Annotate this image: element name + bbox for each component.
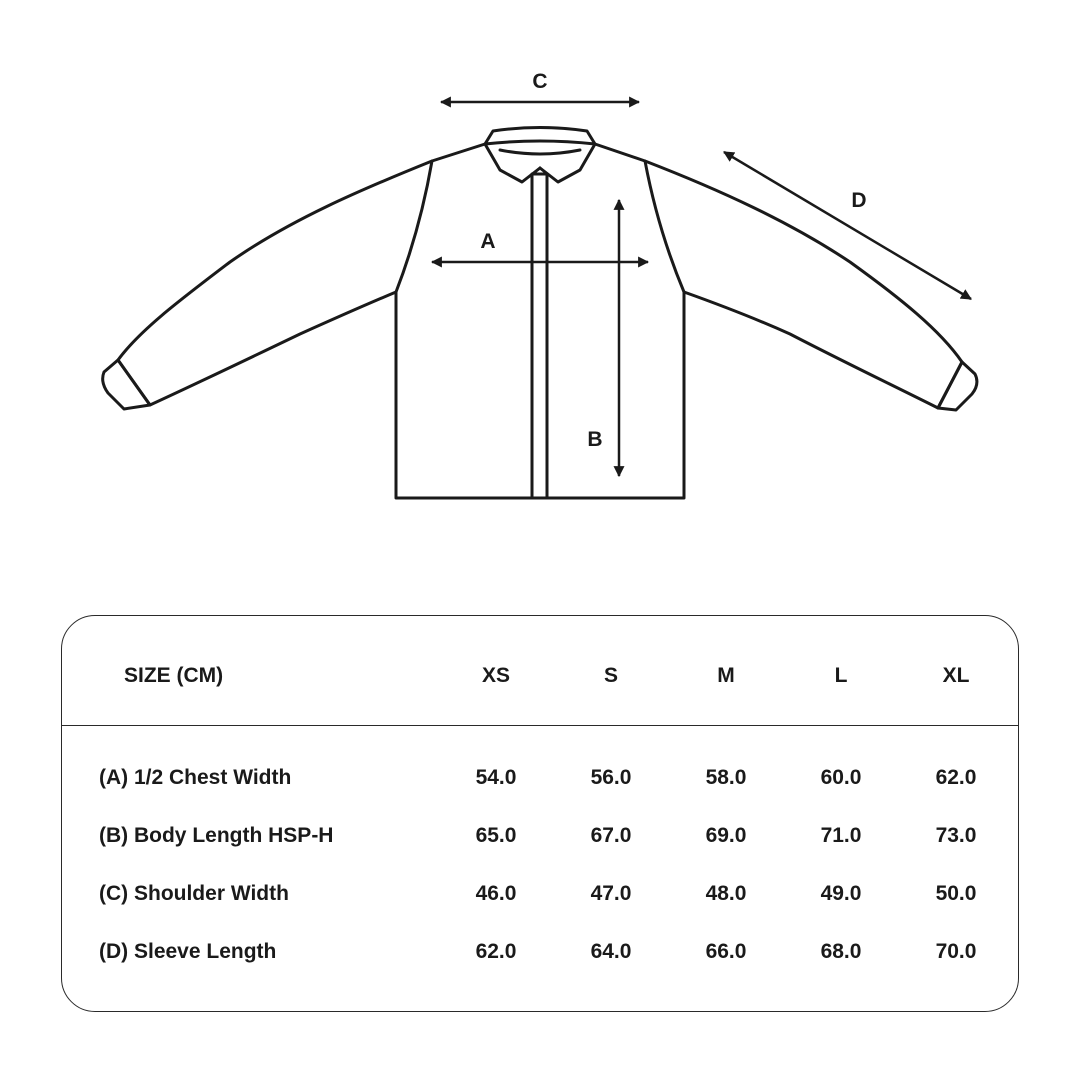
table-cell: 69.0: [705, 824, 747, 847]
table-cell: 73.0: [935, 824, 977, 847]
label-d: D: [851, 189, 867, 212]
table-cell: 56.0: [590, 766, 632, 789]
right-cuff: [938, 362, 977, 410]
measure-arrows: [432, 102, 971, 476]
table-cell: 54.0: [475, 766, 517, 789]
placket: [532, 174, 547, 498]
jacket-outline: [103, 128, 977, 499]
label-b: B: [587, 428, 603, 451]
row-label-body-length: (B) Body Length HSP-H: [99, 824, 334, 847]
table-header: [62, 616, 1018, 726]
table-cell: 48.0: [705, 882, 747, 905]
arrow-d: [724, 152, 971, 299]
size-table: [61, 615, 1019, 1012]
size-col-s: S: [603, 664, 618, 687]
table-cell: 64.0: [590, 940, 632, 963]
row-label-chest: (A) 1/2 Chest Width: [99, 766, 292, 789]
table-cell: 60.0: [820, 766, 862, 789]
table-cell: 65.0: [475, 824, 517, 847]
table-cell: 58.0: [705, 766, 747, 789]
table-cell: 62.0: [475, 940, 517, 963]
row-label-shoulder: (C) Shoulder Width: [99, 882, 289, 905]
collar-inner: [500, 150, 580, 154]
table-cell: 62.0: [935, 766, 977, 789]
table-cell: 50.0: [935, 882, 977, 905]
table-cell: 46.0: [475, 882, 517, 905]
left-cuff: [103, 360, 150, 409]
size-col-xl: XL: [942, 664, 970, 687]
size-col-xs: XS: [481, 664, 510, 687]
table-cell: 70.0: [935, 940, 977, 963]
table-cell: 47.0: [590, 882, 632, 905]
table-cell: 68.0: [820, 940, 862, 963]
label-c: C: [532, 70, 548, 93]
table-cell: 66.0: [705, 940, 747, 963]
collar-band: [485, 128, 595, 145]
label-a: A: [480, 230, 496, 253]
row-label-sleeve: (D) Sleeve Length: [99, 940, 277, 963]
left-sleeve: [118, 161, 432, 405]
jacket-body: [396, 144, 684, 498]
size-col-m: M: [717, 664, 735, 687]
size-col-l: L: [834, 664, 848, 687]
table-cell: 71.0: [820, 824, 862, 847]
table-cell: 67.0: [590, 824, 632, 847]
table-cell: 49.0: [820, 882, 862, 905]
size-header-label: SIZE (CM): [124, 664, 224, 687]
